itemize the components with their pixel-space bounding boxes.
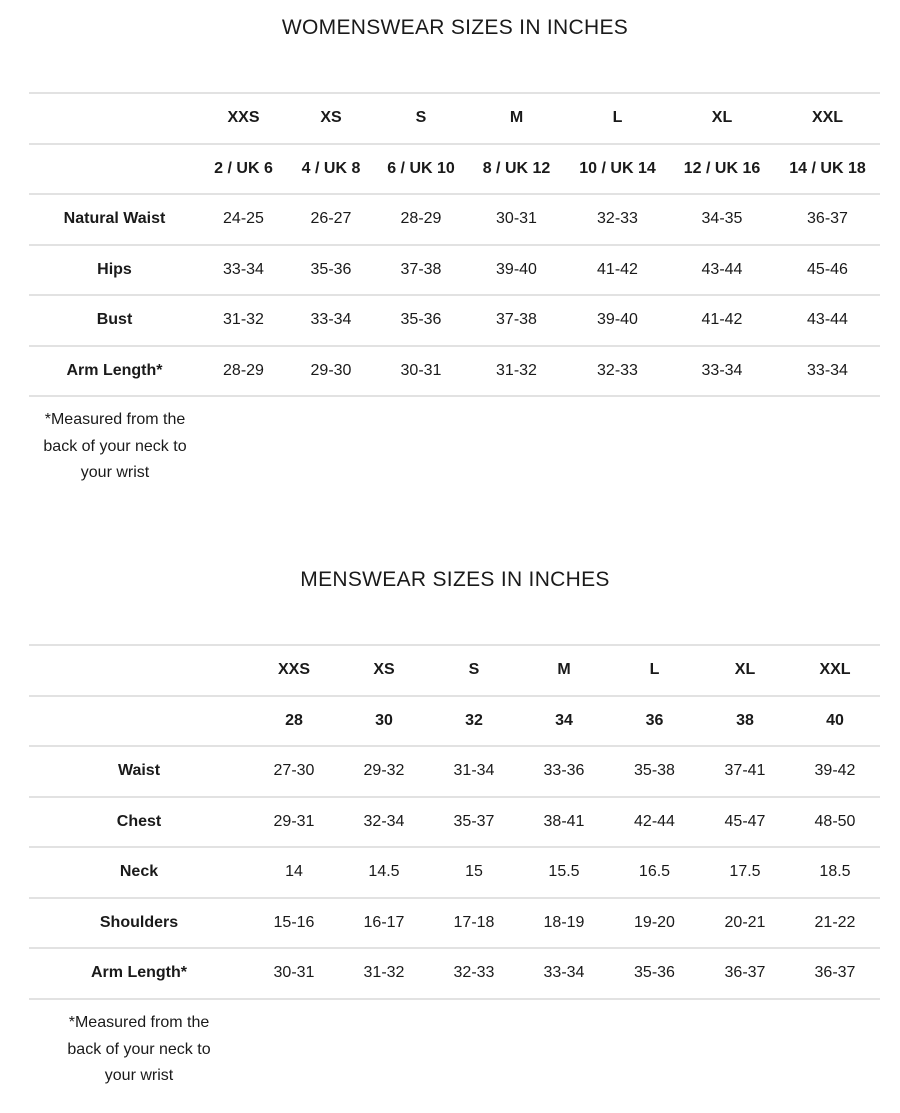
- table-cell: 36: [609, 696, 700, 747]
- table-cell: 31-32: [339, 948, 429, 999]
- table-cell: 37-38: [375, 245, 467, 296]
- table-cell: 35-38: [609, 746, 700, 797]
- row-label: [29, 696, 249, 747]
- table-cell: 18.5: [790, 847, 880, 898]
- table-cell: 16-17: [339, 898, 429, 949]
- table-cell: 31-32: [200, 295, 287, 346]
- table-cell: 35-36: [609, 948, 700, 999]
- table-cell: S: [429, 645, 519, 696]
- table-cell: 37-38: [467, 295, 566, 346]
- table-cell: 32-34: [339, 797, 429, 848]
- table-cell: XS: [287, 93, 375, 144]
- table-cell: XXS: [249, 645, 339, 696]
- table-cell: 35-37: [429, 797, 519, 848]
- table-cell: 45-47: [700, 797, 790, 848]
- table-cell: 48-50: [790, 797, 880, 848]
- table-cell: 33-34: [775, 346, 880, 397]
- table-cell: L: [609, 645, 700, 696]
- table-cell: 18-19: [519, 898, 609, 949]
- footnote-line: back of your neck to: [67, 1040, 211, 1058]
- table-cell: 24-25: [200, 194, 287, 245]
- table-cell: 32-33: [566, 194, 669, 245]
- table-cell: S: [375, 93, 467, 144]
- table-cell: 35-36: [287, 245, 375, 296]
- table-cell: M: [519, 645, 609, 696]
- table-cell: 10 / UK 14: [566, 144, 669, 195]
- table-cell: 12 / UK 16: [669, 144, 775, 195]
- table-row: [29, 295, 880, 346]
- table-row: [29, 194, 880, 245]
- table-cell: M: [467, 93, 566, 144]
- table-cell: 31-34: [429, 746, 519, 797]
- table-cell: 34-35: [669, 194, 775, 245]
- table-cell: 17-18: [429, 898, 519, 949]
- mens-footnote: [29, 1010, 249, 1090]
- table-cell: 30-31: [249, 948, 339, 999]
- table-cell: 43-44: [669, 245, 775, 296]
- table-cell: 45-46: [775, 245, 880, 296]
- table-cell: 31-32: [467, 346, 566, 397]
- table-cell: 14.5: [339, 847, 429, 898]
- table-cell: 38-41: [519, 797, 609, 848]
- row-label: [29, 144, 200, 195]
- mens-size-table: [29, 644, 880, 1000]
- table-cell: 33-36: [519, 746, 609, 797]
- table-cell: 33-34: [287, 295, 375, 346]
- table-row: [29, 898, 880, 949]
- row-label: Shoulders: [29, 898, 249, 949]
- table-cell: 20-21: [700, 898, 790, 949]
- row-label: [29, 93, 200, 144]
- footnote-line: *Measured from the: [68, 1014, 210, 1031]
- row-label: [29, 645, 249, 696]
- table-cell: 16.5: [609, 847, 700, 898]
- table-row: [29, 948, 880, 999]
- table-cell: 28-29: [200, 346, 287, 397]
- table-cell: XXL: [790, 645, 880, 696]
- table-row: [29, 245, 880, 296]
- size-header-row: [29, 645, 880, 696]
- table-cell: 32-33: [566, 346, 669, 397]
- womens-size-table: [29, 92, 880, 397]
- table-cell: 33-34: [669, 346, 775, 397]
- table-cell: 28: [249, 696, 339, 747]
- table-cell: 15.5: [519, 847, 609, 898]
- table-cell: 38: [700, 696, 790, 747]
- table-cell: 39-40: [467, 245, 566, 296]
- womens-title: WOMENSWEAR SIZES IN INCHES: [281, 16, 629, 39]
- table-cell: 30-31: [375, 346, 467, 397]
- table-cell: 33-34: [519, 948, 609, 999]
- footnote-line: your wrist: [104, 1067, 174, 1084]
- table-cell: 36-37: [790, 948, 880, 999]
- table-cell: 41-42: [566, 245, 669, 296]
- table-cell: 30: [339, 696, 429, 747]
- table-cell: 29-30: [287, 346, 375, 397]
- table-row: [29, 797, 880, 848]
- table-cell: 43-44: [775, 295, 880, 346]
- table-row: [29, 746, 880, 797]
- row-label: Waist: [29, 746, 249, 797]
- table-cell: 26-27: [287, 194, 375, 245]
- table-cell: 15-16: [249, 898, 339, 949]
- table-cell: L: [566, 93, 669, 144]
- row-label: Hips: [29, 245, 200, 296]
- footnote-line: *Measured from the: [44, 411, 186, 428]
- table-cell: 2 / UK 6: [200, 144, 287, 195]
- table-cell: 19-20: [609, 898, 700, 949]
- row-label: Neck: [29, 847, 249, 898]
- table-cell: 28-29: [375, 194, 467, 245]
- table-cell: 32-33: [429, 948, 519, 999]
- table-cell: 27-30: [249, 746, 339, 797]
- table-cell: 32: [429, 696, 519, 747]
- table-cell: 36-37: [775, 194, 880, 245]
- table-cell: XS: [339, 645, 429, 696]
- table-cell: 34: [519, 696, 609, 747]
- row-label: Bust: [29, 295, 200, 346]
- table-cell: 40: [790, 696, 880, 747]
- table-cell: 21-22: [790, 898, 880, 949]
- table-row: [29, 346, 880, 397]
- table-cell: 29-31: [249, 797, 339, 848]
- table-cell: 14: [249, 847, 339, 898]
- womens-footnote: [29, 407, 201, 487]
- table-cell: 4 / UK 8: [287, 144, 375, 195]
- footnote-line: your wrist: [80, 464, 150, 481]
- table-cell: 42-44: [609, 797, 700, 848]
- mens-title: MENSWEAR SIZES IN INCHES: [300, 568, 610, 591]
- footnote-line: back of your neck to: [43, 437, 187, 455]
- table-cell: 30-31: [467, 194, 566, 245]
- row-label: Natural Waist: [29, 194, 200, 245]
- table-cell: 8 / UK 12: [467, 144, 566, 195]
- table-cell: 6 / UK 10: [375, 144, 467, 195]
- size-header-row: [29, 93, 880, 144]
- table-row: [29, 847, 880, 898]
- table-cell: 35-36: [375, 295, 467, 346]
- table-cell: XXL: [775, 93, 880, 144]
- table-cell: 15: [429, 847, 519, 898]
- table-cell: 17.5: [700, 847, 790, 898]
- table-cell: XXS: [200, 93, 287, 144]
- row-label: Chest: [29, 797, 249, 848]
- row-label: Arm Length*: [29, 948, 249, 999]
- table-cell: 29-32: [339, 746, 429, 797]
- table-cell: XL: [669, 93, 775, 144]
- size-number-row: [29, 144, 880, 195]
- table-cell: 14 / UK 18: [775, 144, 880, 195]
- table-cell: 41-42: [669, 295, 775, 346]
- row-label: Arm Length*: [29, 346, 200, 397]
- table-cell: XL: [700, 645, 790, 696]
- size-number-row: [29, 696, 880, 747]
- table-cell: 33-34: [200, 245, 287, 296]
- table-cell: 39-42: [790, 746, 880, 797]
- table-cell: 39-40: [566, 295, 669, 346]
- table-cell: 36-37: [700, 948, 790, 999]
- table-cell: 37-41: [700, 746, 790, 797]
